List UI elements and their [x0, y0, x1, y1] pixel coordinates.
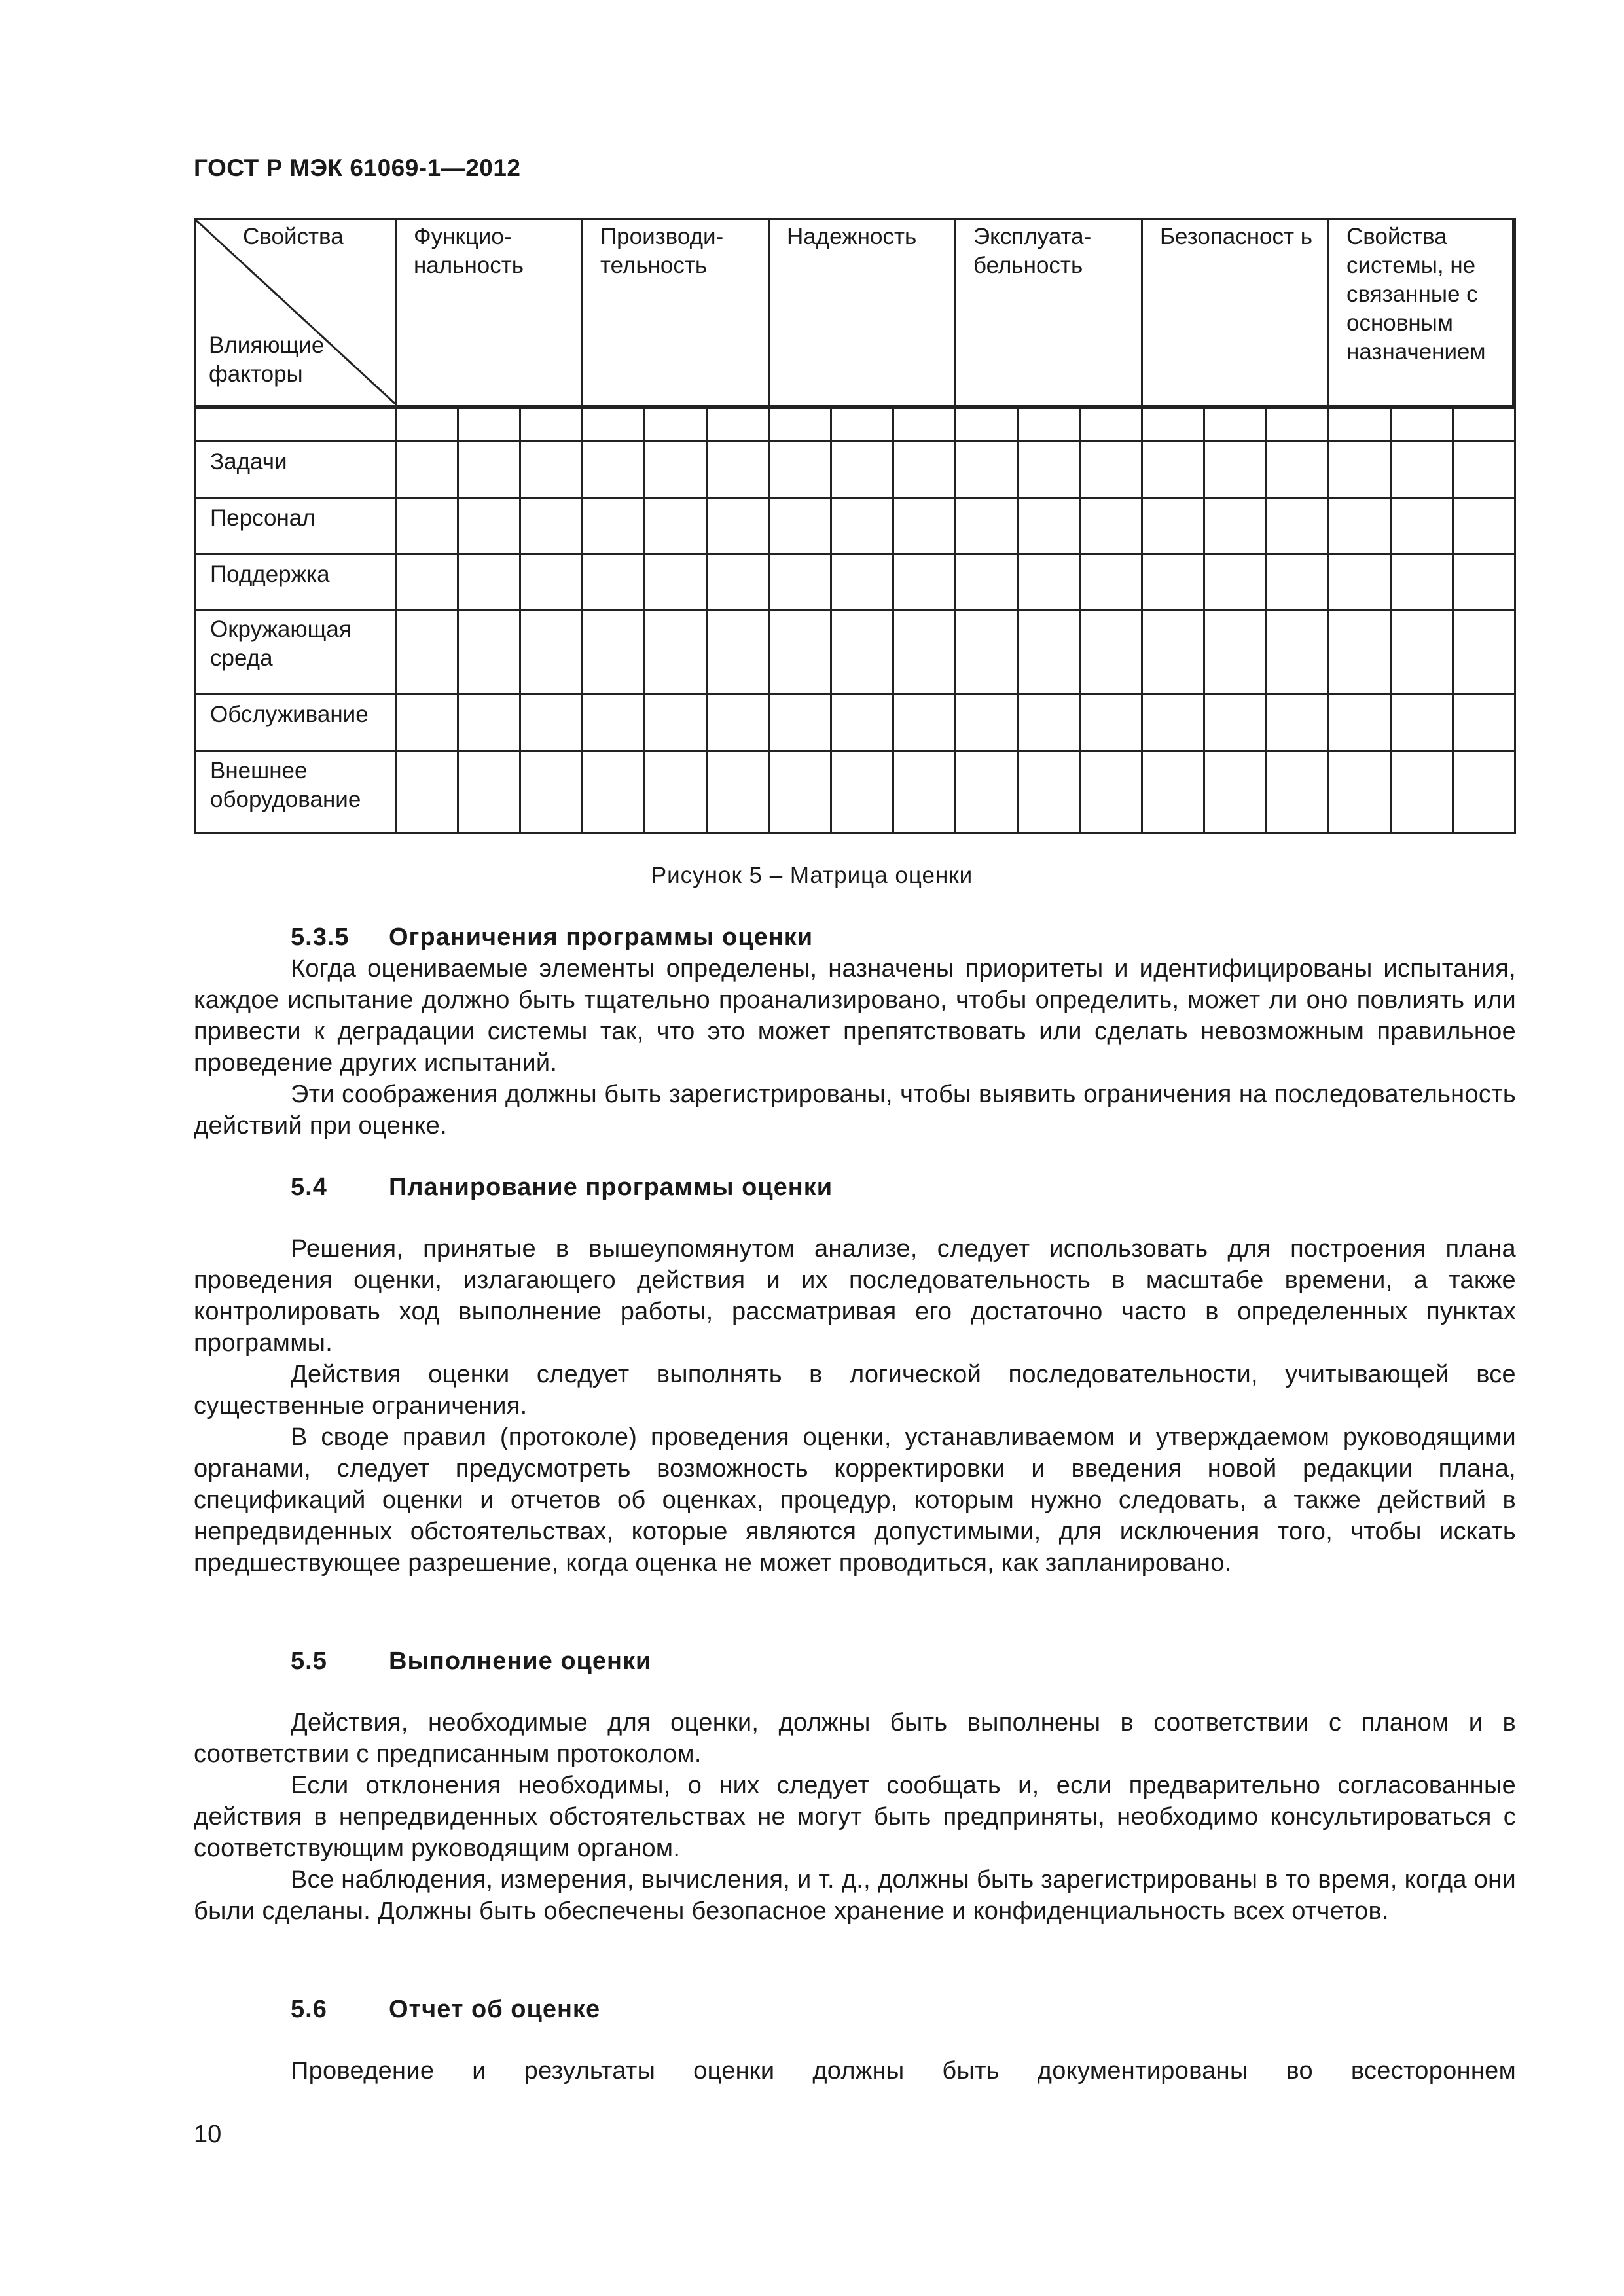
row-divider: [196, 497, 1514, 499]
row-label-environment: Окружающая среда: [210, 617, 352, 671]
section-number: 5.5: [291, 1647, 327, 1675]
header-separator: [196, 405, 1514, 409]
column-divider: [1017, 407, 1019, 832]
column-divider: [706, 407, 708, 832]
section-5-5: [194, 1645, 1516, 1927]
column-divider: [519, 407, 521, 832]
column-divider: [1079, 407, 1081, 832]
section-heading: [194, 1645, 1516, 1677]
section-heading: [194, 1994, 1516, 2025]
column-divider: [892, 407, 894, 832]
page-number: 10: [194, 2121, 222, 2148]
section-number: 5.6: [291, 1996, 327, 2023]
paragraph: Все наблюдения, измерения, вычисления, и т. д., должны быть зарегистрированы в то время, когда они были сделаны. Должны быть обеспечены безопасное хранение и конфиденциальность всех отчетов.: [194, 1866, 1516, 1925]
column-divider: [1265, 407, 1267, 832]
section-heading: [194, 922, 1516, 953]
row-label-support: Поддержка: [210, 562, 330, 587]
evaluation-matrix-table: [194, 218, 1516, 834]
section-title: Планирование программы оценки: [389, 1174, 833, 1201]
row-divider: [196, 750, 1514, 752]
paragraph: Эти соображения должны быть зарегистрированы, чтобы выявить ограничения на последовательность действий при оценке.: [194, 1081, 1516, 1139]
column-header-label: Свойства системы, не связанные с основным назначением: [1346, 224, 1486, 365]
row-label-tasks: Задачи: [210, 449, 287, 475]
row-divider: [196, 440, 1514, 442]
column-divider: [768, 407, 770, 832]
section-5-6: [194, 1994, 1516, 2087]
section-heading: [194, 1172, 1516, 1203]
column-divider: [395, 220, 397, 832]
section-5-4: [194, 1172, 1516, 1579]
section-title: Ограничения программы оценки: [389, 924, 814, 951]
paragraph: В своде правил (протоколе) проведения оценки, устанавливаемом и утверждаемом руководящими органами, следует предусмотреть возможность корректировки и введения новой редакции плана, спецификаций оценки и отчетов об оценках, процедур, которым нужно следовать, а также действий в непредвиденных обстоятельствах, которые являются допустимыми, для исключения того, чтобы искать предшествующее разрешение, когда оценка не может проводиться, как запланировано.: [194, 1424, 1516, 1577]
column-header-label: Производи- тельность: [600, 224, 724, 278]
column-header-safety: [1143, 220, 1329, 405]
paragraph: Действия, необходимые для оценки, должны быть выполнены в соответствии с планом и в соответствии с предписанным протоколом.: [194, 1709, 1516, 1768]
section-title: Выполнение оценки: [389, 1647, 652, 1675]
paragraph: Решения, принятые в вышеупомянутом анализе, следует использовать для построения плана проведения оценки, излагающего действия и их последовательность в масштабе времени, а также контролировать ход выполнение работы, рассматривая его достаточно часто в определенных пунктах программы.: [194, 1235, 1516, 1357]
section-title: Отчет об оценке: [389, 1996, 601, 2023]
column-header-performance: [583, 220, 770, 405]
row-label-maintenance: Обслуживание: [210, 702, 369, 727]
column-divider: [954, 407, 956, 832]
paragraph: Проведение и результаты оценки должны быть документированы во всестороннем: [291, 2057, 1516, 2085]
column-divider: [643, 407, 645, 832]
row-label-external-equipment: Внешнее оборудование: [210, 758, 361, 812]
row-label-personnel: Персонал: [210, 505, 316, 531]
corner-label-factors: Влияющие факторы: [209, 332, 325, 387]
column-divider: [1141, 407, 1143, 832]
column-divider: [1203, 407, 1205, 832]
column-divider: [830, 407, 832, 832]
section-number: 5.4: [291, 1174, 327, 1201]
column-divider: [1452, 407, 1454, 832]
column-divider: [1390, 407, 1392, 832]
paragraph: Действия оценки следует выполнять в логической последовательности, учитывающей все существенные ограничения.: [194, 1361, 1516, 1420]
figure-caption: Рисунок 5 – Матрица оценки: [651, 863, 973, 888]
column-header-label: Функцио- нальность: [414, 224, 524, 278]
section-number: 5.3.5: [291, 924, 350, 951]
paragraph: Если отклонения необходимы, о них следует сообщать и, если предварительно согласованные действия в непредвиденных обстоятельствах не могут быть предприняты, необходимо консультироваться с соответствующим руководящим органом.: [194, 1772, 1516, 1862]
paragraph: Когда оцениваемые элементы определены, назначены приоритеты и идентифицированы испытания, каждое испытание должно быть тщательно проанализировано, чтобы определить, может ли оно повлиять или привести к деградации системы так, что это может препятствовать или сделать невозможным правильное проведение других испытаний.: [194, 955, 1516, 1077]
column-header-operability: [956, 220, 1143, 405]
corner-label-properties: Свойства: [243, 224, 344, 249]
row-divider: [196, 693, 1514, 695]
row-divider: [196, 609, 1514, 611]
column-header-non-task-properties: [1329, 220, 1514, 405]
section-5-3-5: [194, 922, 1516, 1141]
column-divider: [457, 407, 459, 832]
row-divider: [196, 553, 1514, 555]
column-divider: [581, 407, 583, 832]
column-header-functionality: [397, 220, 583, 405]
column-header-label: Безопасност ь: [1160, 224, 1312, 249]
column-header-label: Эксплуата- бельность: [973, 224, 1092, 278]
column-divider: [1327, 407, 1329, 832]
column-header-label: Надежность: [787, 224, 917, 249]
document-header: ГОСТ Р МЭК 61069-1—2012: [194, 154, 521, 181]
column-header-reliability: [770, 220, 956, 405]
